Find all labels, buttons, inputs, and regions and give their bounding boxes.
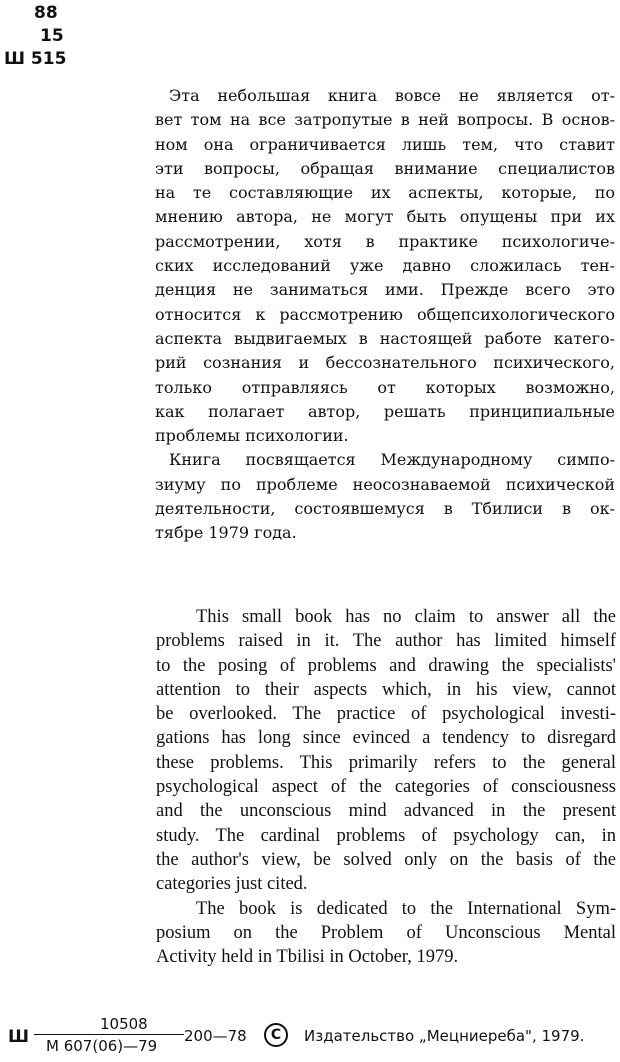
text-line: рассмотрении, хотя в практике психологиче- <box>155 231 615 251</box>
publisher-imprint <box>8 1015 612 1055</box>
text-line: categories just cited. <box>156 874 308 895</box>
text-line: относится к рассмотрению общепсихологического <box>155 304 615 324</box>
abstract-en-paragraph-2 <box>156 897 616 970</box>
abstract-ru-paragraph-1 <box>155 84 615 448</box>
text-line: рий сознания и бессознательного психического, <box>155 353 615 373</box>
text-line: Эта небольшая книга вовсе не является от- <box>169 86 615 105</box>
text-line: деятельности, состоявшемуся в Тбилиси в ок- <box>155 499 615 519</box>
text-line: Activity held in Tbilisi in October, 1979. <box>156 947 459 968</box>
abstract-ru-paragraph-2 <box>155 448 615 545</box>
text-line: The book is dedicated to the International Sym- <box>196 898 616 919</box>
copyright-icon: C <box>264 1023 288 1047</box>
text-line: psychological aspect of the categories of consciousness <box>156 777 616 798</box>
text-line: be overlooked. The practice of psychological investi- <box>156 704 616 725</box>
fraction-bar <box>34 1034 184 1035</box>
text-line: posium on the Problem of Unconscious Mental <box>156 922 616 943</box>
text-line: to the posing of problems and drawing the specialists' <box>156 655 616 676</box>
imprint-code: 200—78 <box>184 1027 247 1045</box>
classification-code-2: 15 <box>40 26 64 46</box>
text-line: problems raised in it. The author has limited himself <box>156 631 616 652</box>
text-line: вет том на все затропутые в ней вопросы. В основ- <box>155 110 615 130</box>
imprint-numerator: 10508 <box>100 1015 148 1033</box>
text-line: денция не заниматься ими. Прежде всего это <box>155 280 615 300</box>
text-line: зиуму по проблеме неосознаваемой психической <box>155 474 615 494</box>
library-classification <box>4 2 66 71</box>
text-line: Книга посвящается Международному симпо- <box>169 450 615 470</box>
text-line: gations has long since evinced a tendency to disregard <box>156 728 616 749</box>
text-line: and the unconscious mind advanced in the present <box>156 801 616 822</box>
imprint-denominator: М 607(06)—79 <box>46 1037 158 1055</box>
text-line: эти вопросы, обращая внимание специалистов <box>155 158 615 178</box>
text-line: ских исследований уже давно сложилась тен- <box>155 256 615 276</box>
text-line: тябре 1979 года. <box>155 523 297 543</box>
text-line: проблемы психологии. <box>155 426 349 446</box>
text-line: these problems. This primarily refers to the general <box>156 752 616 773</box>
text-line: как полагает автор, решать принципиальные <box>155 401 615 421</box>
text-line: мнению автора, не могут быть опущены при их <box>155 207 615 227</box>
classification-code-3: Ш 515 <box>4 49 67 69</box>
classification-code-1: 88 <box>34 3 58 23</box>
text-line: только отправляясь от которых возможно, <box>155 377 615 397</box>
text-line: This small book has no claim to answer all the <box>196 607 616 627</box>
text-line: study. The cardinal problems of psychology can, in <box>156 825 616 846</box>
abstract-en-paragraph-1 <box>156 605 616 897</box>
text-line: аспекта выдвигаемых в настоящей работе катего- <box>155 328 615 348</box>
imprint-fraction <box>34 1015 184 1055</box>
abstract-russian <box>155 84 615 546</box>
imprint-letter: Ш <box>8 1027 30 1047</box>
publisher-line: Издательство „Мецниереба", 1979. <box>304 1027 585 1045</box>
text-line: attention to their aspects which, in his view, cannot <box>156 679 616 700</box>
text-line: the author's view, be solved only on the basis of the <box>156 849 616 870</box>
text-line: ном она ограничивается лишь тем, что ставит <box>155 134 615 154</box>
text-line: на те составляющие их аспекты, которые, по <box>155 183 615 203</box>
abstract-english <box>156 605 616 969</box>
